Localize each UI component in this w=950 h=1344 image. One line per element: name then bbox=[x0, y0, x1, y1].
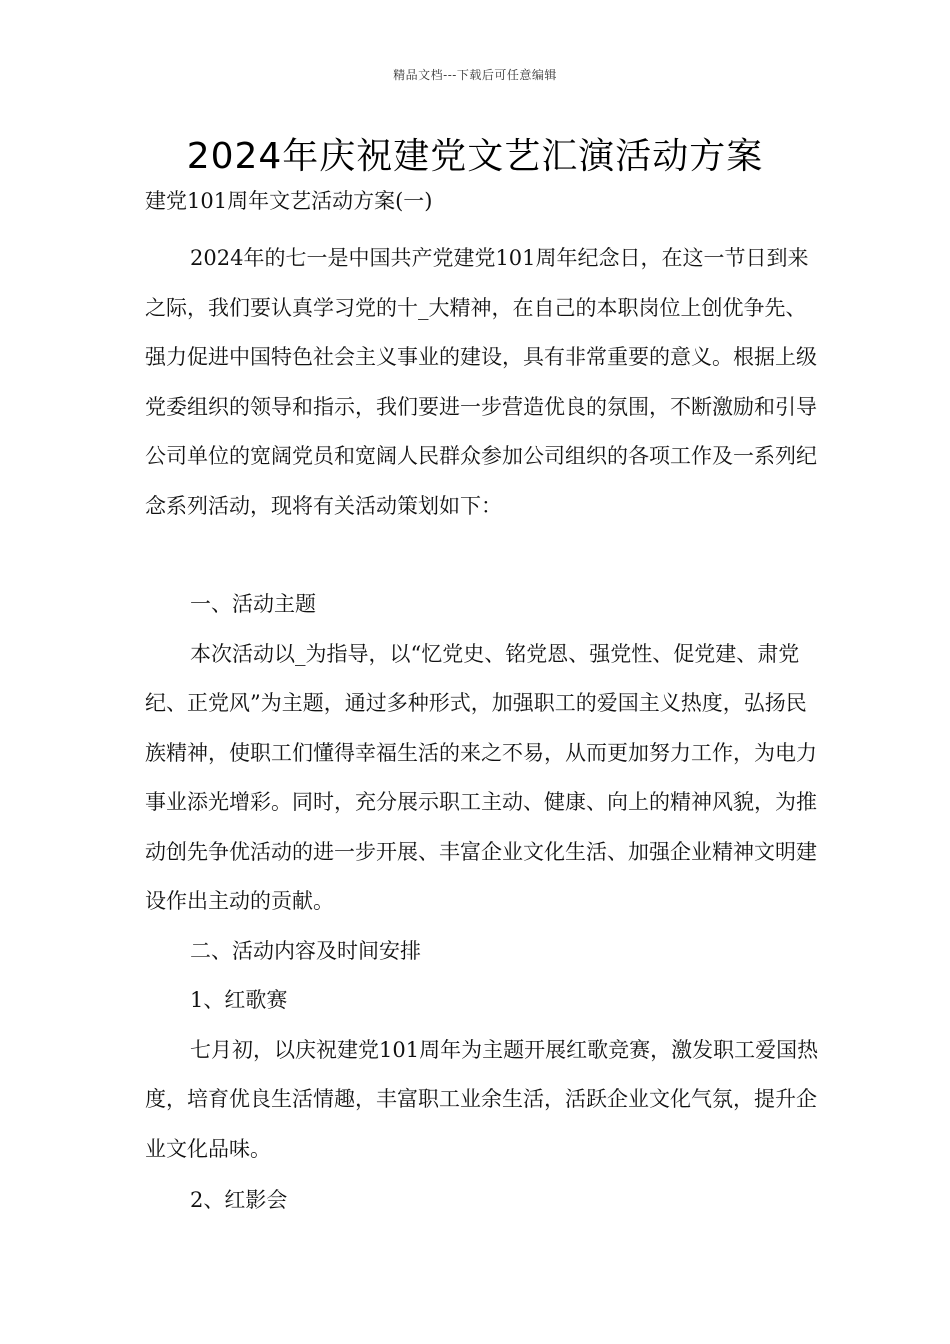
item2-heading: 2、红影会 bbox=[190, 1188, 288, 1212]
section2-heading: 二、活动内容及时间安排 bbox=[190, 938, 421, 963]
item1-heading: 1、红歌赛 bbox=[190, 988, 288, 1012]
intro-paragraph: 2024年的七一是中国共产党建党101周年纪念日，在这一节日到来之际，我们要认真学习党的十_大精神，在自己的本职岗位上创优争先、强力促进中国特色社会主义事业的建设，具有非常重要的意义。根据上级党委组织的领导和指示，我们要进一步营造优良的氛围，不断激励和引导公司单位的宽阔党员和宽阔人民群众参加公司组织的各项工作及一系列纪念系列活动，现将有关活动策划如下： bbox=[145, 246, 817, 518]
blank-line bbox=[145, 531, 825, 580]
section1-heading: 一、活动主题 bbox=[190, 592, 316, 616]
header-note: 精品文档---下载后可任意编辑 bbox=[393, 68, 557, 82]
section1-paragraph: 本次活动以_为指导，以“忆党史、铭党恩、强党性、促党建、肃党纪、正党风”为主题，通过多种形式，加强职工的爱国主义热度，弘扬民族精神，使职工们懂得幸福生活的来之不易，从而更加努力工作，为电力事业添光增彩。同时，充分展示职工主动、健康、向上的精神风貌，为推动创先争优活动的进一步开展、丰富企业文化生活、加强企业精神文明建设作出主动的贡献。 bbox=[145, 641, 817, 913]
document-body bbox=[145, 184, 825, 1226]
item1-paragraph: 七月初，以庆祝建党101周年为主题开展红歌竞赛，激发职工爱国热度，培育优良生活情趣，丰富职工业余生活，活跃企业文化气氛，提升企业文化品味。 bbox=[145, 1037, 819, 1161]
document-subtitle: 建党101周年文艺活动方案(一) bbox=[145, 189, 433, 213]
document-title: 2024年庆祝建党文艺汇演活动方案 bbox=[186, 136, 764, 177]
